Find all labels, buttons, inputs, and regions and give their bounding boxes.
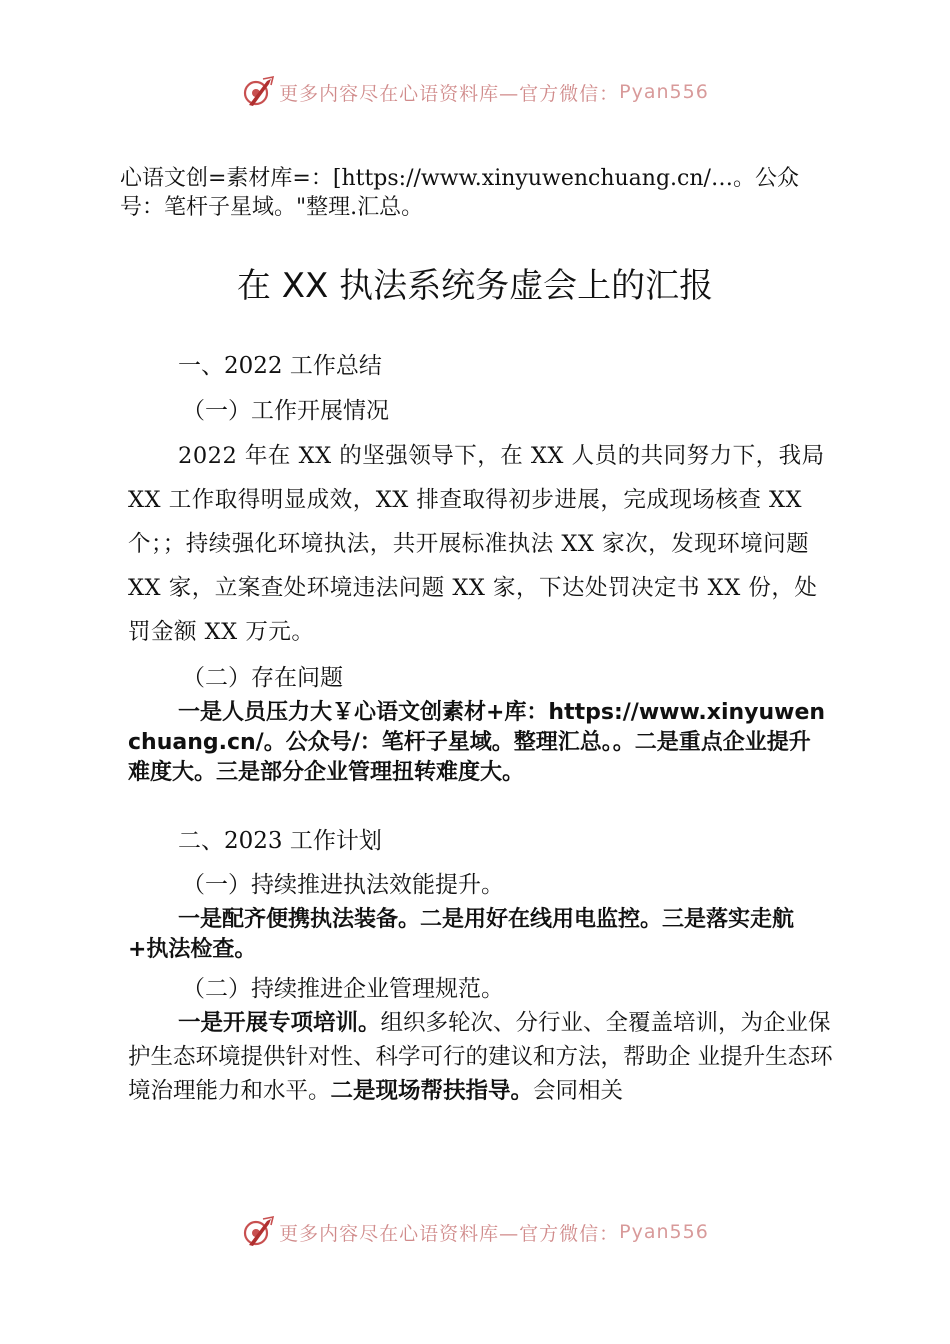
problems-paragraph: 一是人员压力大￥心语文创素材+库：https://www.xinyuwenchuang.cn/。公众号/：笔杆子星域。整理汇总。。二是重点企业提升难度大。三是部分企业管理扭转难度大。 xyxy=(128,700,826,785)
banner-text: 更多内容尽在心语资料库—官方微信： xyxy=(279,82,620,105)
section-1-sub-1-heading: （一）工作开展情况 xyxy=(182,398,389,424)
section-2-sub-1-heading: （一）持续推进执法效能提升。 xyxy=(182,872,504,898)
banner-text: 更多内容尽在心语资料库—官方微信： xyxy=(279,1222,620,1245)
section-2-sub-2-heading: （二）持续推进企业管理规范。 xyxy=(182,976,504,1002)
brush-logo-icon xyxy=(241,1215,275,1249)
management-plan-paragraph xyxy=(128,1006,834,1108)
banner-wechat-id: Pyan556 xyxy=(619,1221,709,1243)
guidance-lead: 二是现场帮扶指导。 xyxy=(330,1078,534,1104)
efficiency-plan-paragraph: 一是配齐便携执法装备。二是用好在线用电监控。三是落实走航+执法检查。 xyxy=(128,907,795,962)
section-1-sub-2-heading: （二）存在问题 xyxy=(182,665,343,691)
training-lead: 一是开展专项培训。 xyxy=(178,1010,381,1036)
document-title: 在 XX 执法系统务虚会上的汇报 xyxy=(236,266,714,306)
footer-banner xyxy=(0,1212,950,1252)
section-1-heading: 一、2022 工作总结 xyxy=(178,353,382,379)
training-text: 组织多轮次、分行业、全覆盖培训，为企业保护生态环境提供针对性、科学可行的建议和方法，帮助企 业提升生态环境治理能力和水平。 xyxy=(128,1010,833,1104)
source-note: 心语文创=素材库=：[https://www.xinyuwenchuang.cn/…。公众号：笔杆子星域。"整理.汇总。 xyxy=(120,166,799,220)
header-banner xyxy=(0,72,950,112)
banner-wechat-id: Pyan556 xyxy=(619,81,709,103)
guidance-text: 会同相关 xyxy=(533,1078,624,1104)
section-1-sub-1-body xyxy=(128,434,828,654)
work-summary-paragraph: 2022 年在 XX 的坚强领导下，在 XX 人员的共同努力下，我局 XX 工作取得明显成效，XX 排查取得初步进展，完成现场核查 XX 个；；持续强化环境执法，共开展标准执法 XX 家次，发现环境问题 XX 家，立案查处环境违法问题 XX 家，下达处罚决定书 XX 份，处罚金额 XX 万元。 xyxy=(128,443,825,645)
brush-logo-icon xyxy=(241,75,275,109)
section-2-heading: 二、2023 工作计划 xyxy=(178,828,382,854)
